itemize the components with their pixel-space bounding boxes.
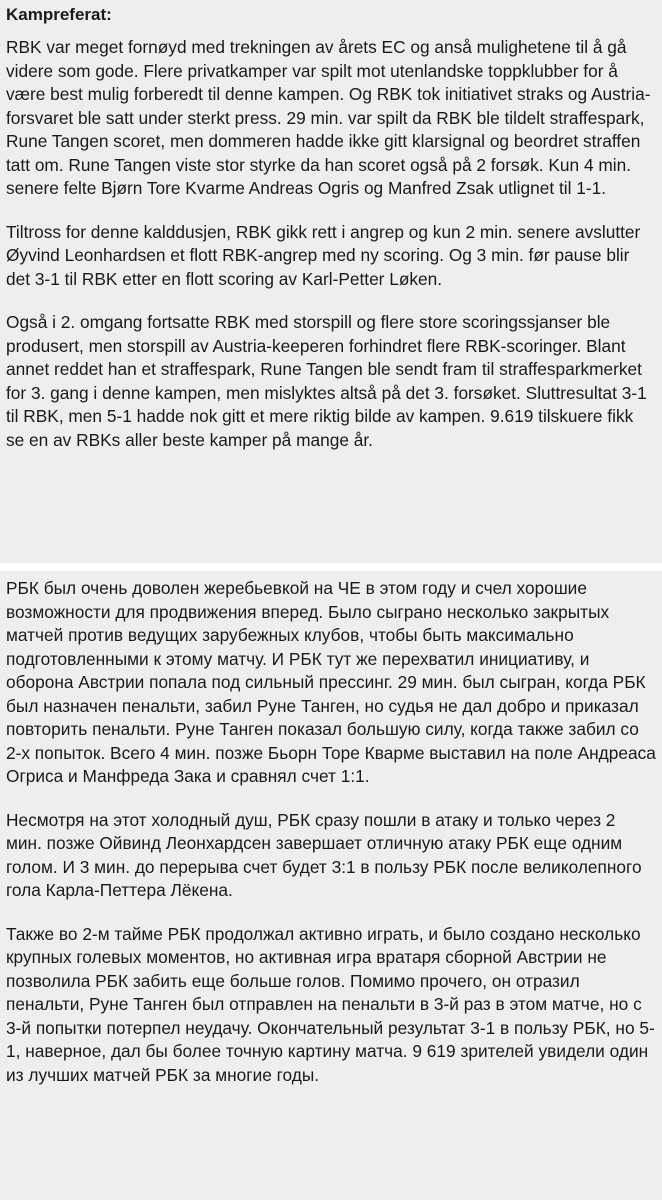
norwegian-report-block [0, 0, 662, 563]
russian-paragraph: РБК был очень доволен жеребьевкой на ЧЕ в этом году и счел хорошие возможности для продвижения вперед. Было сыграно несколько закрытых матчей против ведущих зарубежных клубов, чтобы быть максимально подготовленными к этому матчу. И РБК тут же перехватил инициативу, и оборона Австрии попала под сильный прессинг. 29 мин. был сыгран, когда РБК был назначен пенальти, забил Руне Танген, но судья не дал добро и приказал повторить пенальти. Руне Танген показал большую силу, когда также забил со 2-х попыток. Всего 4 мин. позже Бьорн Торе Кварме выставил на поле Андреаса Огриса и Манфреда Зака и сравнял счет 1:1. [6, 578, 656, 786]
norwegian-paragraph: RBK var meget fornøyd med trekningen av årets EC og anså mulighetene til å gå videre som gode. Flere privatkamper var spilt mot utenlandske toppklubber for å være best mulig forberedt til denne kampen. Og RBK tok initiativet straks og Austria-forsvaret ble satt under sterkt press. 29 min. var spilt da RBK ble tildelt straffespark, Rune Tangen scoret, men dommeren hadde ikke gitt klarsignal og beordret straffen tatt om. Rune Tangen viste stor styrke da han scoret også på 2 forsøk. Kun 4 min. senere felte Bjørn Tore Kvarme Andreas Ogris og Manfred Zsak utlignet til 1-1. [6, 37, 651, 198]
norwegian-paragraph: Tiltross for denne kalddusjen, RBK gikk rett i angrep og kun 2 min. senere avslutter Øyvind Leonhardsen et flott RBK-angrep med ny scoring. Og 3 min. før pause blir det 3-1 til RBK etter en flott scoring av Karl-Petter Løken. [6, 221, 641, 289]
norwegian-paragraph: Også i 2. omgang fortsatte RBK med storspill og flere store scoringssjanser ble produsert, men storspill av Austria-keeperen forhindret flere RBK-scoringer. Blant annet reddet han et straffespark, Rune Tangen ble sendt fram til straffesparkmerket for 3. gang i denne kampen, men mislyktes altså på det 3. forsøket. Sluttresultat 3-1 til RBK, men 5-1 hadde nok gitt et mere riktig bilde av kampen. 9.619 tilskuere fikk se en av RBKs aller beste kamper på mange år. [6, 312, 647, 450]
russian-paragraph: Также во 2-м тайме РБК продолжал активно играть, и было создано несколько крупных голевых моментов, но активная игра вратаря сборной Австрии не позволила РБК забить еще больше голов. Помимо прочего, он отразил пенальти, Руне Танген был отправлен на пенальти в 3-й раз в этом матче, но с 3-й попытки потерпел неудачу. Окончательный результат 3-1 в пользу РБК, но 5-1, наверное, дал бы более точную картину матча. 9 619 зрителей увидели один из лучших матчей РБК за многие годы. [6, 923, 655, 1085]
russian-paragraph: Несмотря на этот холодный душ, РБК сразу пошли в атаку и только через 2 мин. позже Ойвинд Леонхардсен завершает отличную атаку РБК еще одним голом. И 3 мин. до перерыва счет будет 3:1 в пользу РБК после великолепного гола Карла-Петтера Лёкена. [6, 809, 642, 900]
report-heading: Kampreferat: [6, 5, 112, 24]
russian-translation-block [0, 571, 662, 1200]
